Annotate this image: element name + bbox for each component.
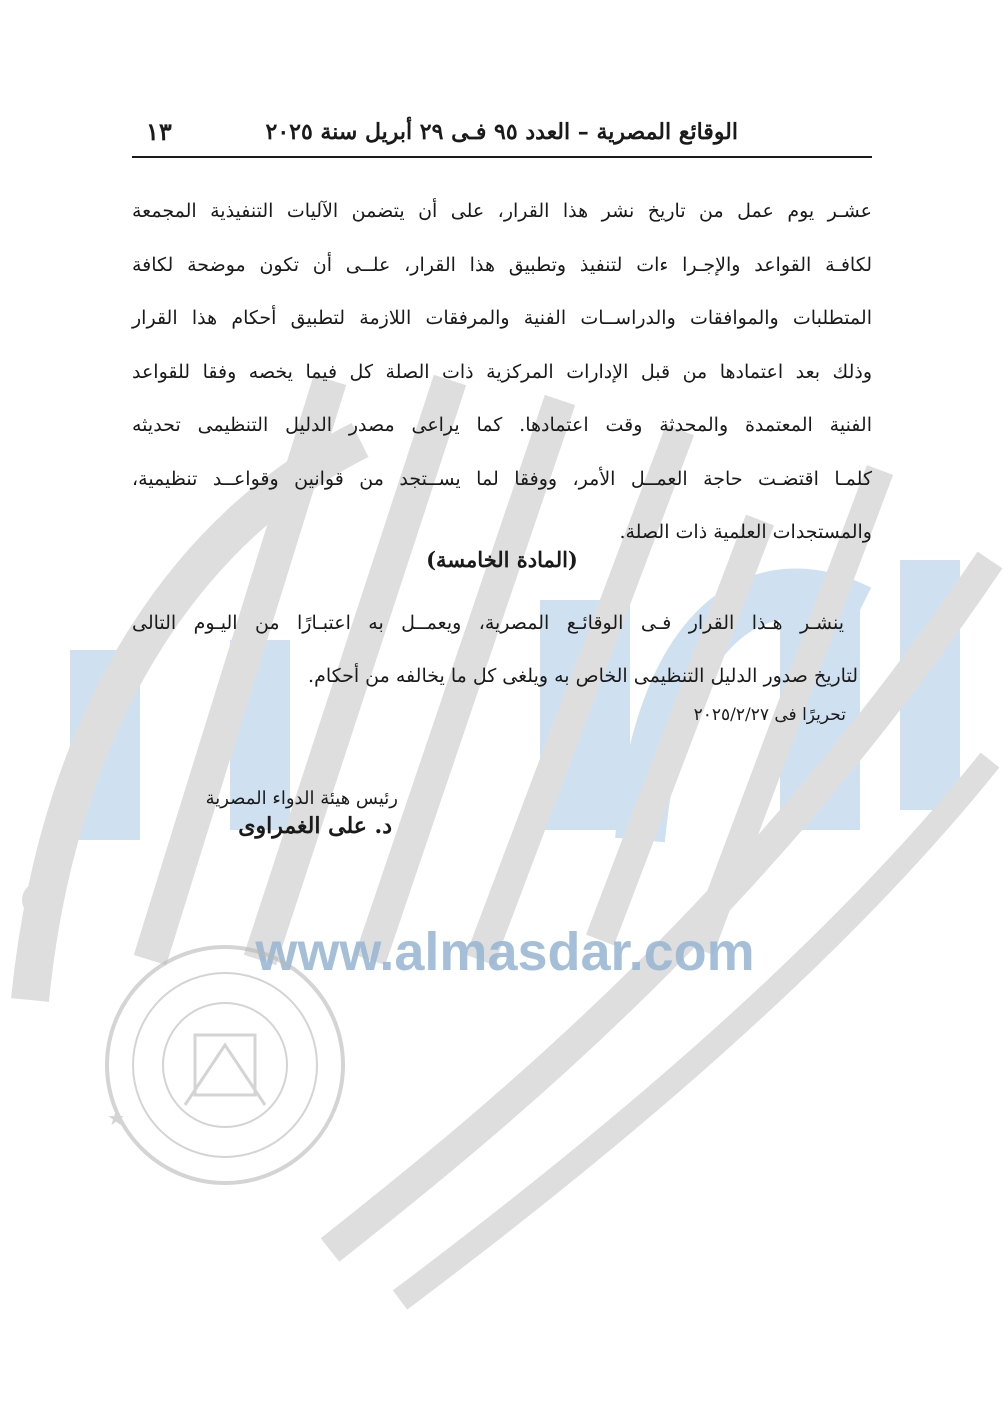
body-line: عشـر يوم عمل من تاريخ نشر هذا القرار، على أن يتضمن الآليات التنفيذية المجمعة — [132, 200, 872, 222]
body-line: كلمـا اقتضـت حاجة العمــل الأمر، ووفقا لما يســتجد من قوانين وقواعــد تنظيمية، — [132, 467, 872, 490]
page-header — [132, 112, 872, 152]
body-line: الفنية المعتمدة والمحدثة وقت اعتمادها. كما يراعى مصدر الدليل التنظيمى تحديثه — [132, 414, 872, 436]
body-line: وذلك بعد اعتمادها من قبل الإدارات المركزية ذات الصلة كل فيما يخصه وفقا للقواعد — [132, 360, 872, 383]
body-line: لكافـة القواعد والإجـرا ءات لتنفيذ وتطبيق هذا القرار، علــى أن تكون موضحة لكافة — [132, 253, 872, 276]
body-line: المتطلبات والموافقات والدراســات الفنية والمرفقات اللازمة لتطبيق أحكام هذا القرار — [132, 307, 872, 329]
header-rule — [132, 156, 872, 158]
watermark-url: www.almasdar.com — [255, 922, 755, 982]
signatory-name: د. على الغمراوى — [238, 813, 392, 839]
section-line: ينشـر هـذا القرار فـى الوقائـع المصرية، ويعمــل به اعتبـارًا من اليـوم التالى — [132, 612, 844, 634]
page-number: ١٣ — [146, 117, 172, 146]
section-line: لتاريخ صدور الدليل التنظيمى الخاص به ويلغى كل ما يخالفه من أحكام. — [308, 665, 858, 687]
header-title: الوقائع المصرية – العدد ٩٥ فـى ٢٩ أبريل سنة ٢٠٢٥ — [265, 119, 738, 145]
signatory-title: رئيس هيئة الدواء المصرية — [205, 788, 398, 809]
body-line: والمستجدات العلمية ذات الصلة. — [619, 521, 872, 543]
section-body — [132, 597, 872, 703]
svg-text:★: ★ — [107, 1106, 125, 1130]
article-body — [132, 185, 872, 560]
issue-date-line: تحريرًا فى ٢٠٢٥/٢/٢٧ — [693, 705, 846, 725]
section-heading: (المادة الخامسة) — [426, 547, 578, 572]
